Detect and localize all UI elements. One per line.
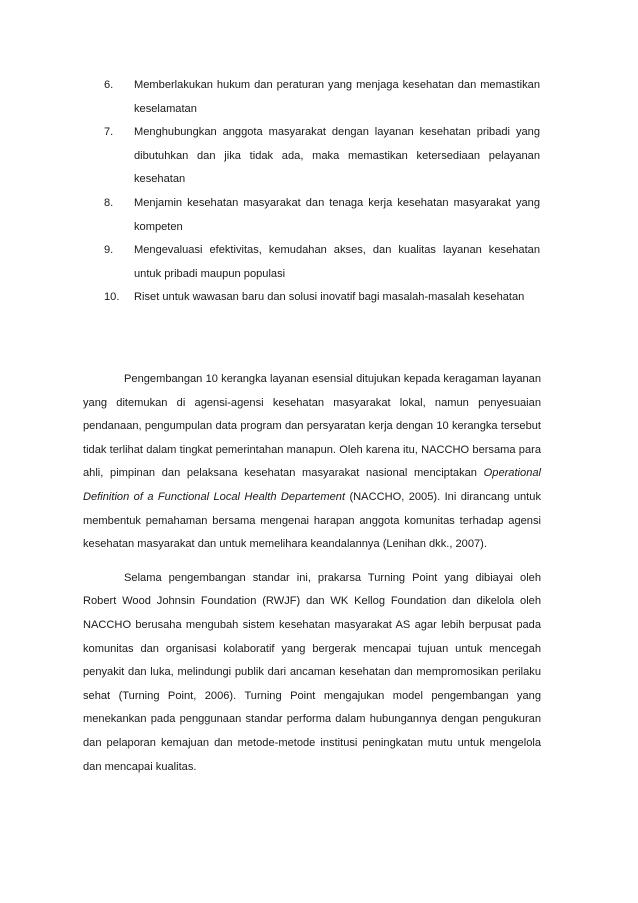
- list-item-text: Menjamin kesehatan masyarakat dan tenaga kerja kesehatan masyarakat yang kompeten: [134, 196, 540, 233]
- paragraph-text: (NACCHO, 2005). Ini dirancang untuk membentuk pemahaman bersama mengenai harapan anggota komunitas terhadap agensi kesehatan masyarakat dan untuk memelihara keandalannya (Lenihan dkk., 2007).: [83, 490, 541, 551]
- list-item-number: 6.: [104, 79, 114, 91]
- list-item-text: Memberlakukan hukum dan peraturan yang menjaga kesehatan dan memastikan keselamatan: [134, 79, 540, 115]
- list-item: [104, 121, 540, 192]
- list-item: [104, 74, 540, 121]
- list-item: [104, 192, 540, 239]
- paragraph-framework: [83, 368, 541, 557]
- list-item-number: 10.: [104, 291, 120, 304]
- paragraph-text: Pengembangan 10 kerangka layanan esensial ditujukan kepada keragaman layanan yang ditemukan di agensi-agensi kesehatan masyarakat lokal, namun penyesuaian pendanaan, pengumpulan data program dan persyaratan kerja dengan 10 kerangka tersebut tidak terlihat dalam tingkat pemerintahan manapun. Oleh karena itu, NACCHO bersama para ahli, pimpinan dan pelaksana kesehatan masyarakat nasional menciptakan: [83, 373, 541, 480]
- list-item-text: Riset untuk wawasan baru dan solusi inovatif bagi masalah-masalah kesehatan: [134, 291, 525, 304]
- italic-title: Operational Definition of a Functional Local Health Departement: [83, 467, 541, 503]
- list-item-text: Mengevaluasi efektivitas, kemudahan akses, dan kualitas layanan kesehatan untuk pribadi maupun populasi: [134, 244, 540, 280]
- list-item: [104, 286, 540, 310]
- list-item-text: Menghubungkan anggota masyarakat dengan layanan kesehatan pribadi yang dibutuhkan dan jika tidak ada, maka memastikan ketersediaan pelayanan kesehatan: [134, 126, 540, 186]
- paragraph-turning-point: Selama pengembangan standar ini, prakarsa Turning Point yang dibiayai oleh Robert Wood Johnsin Foundation (RWJF) dan WK Kellog Foundation dan dikelola oleh NACCHO berusaha mengubah sistem kesehatan masyarakat AS agar lebih berpusat pada komunitas dan organisasi kolaboratif yang bergerak mencapai tujuan untuk mencegah penyakit dan luka, melindungi publik dari ancaman kesehatan dan mempromosikan perilaku sehat (Turning Point, 2006). Turning Point mengajukan model pengembangan yang menekankan pada penggunaan standar performa dalam hubungannya dengan pengukuran dan pelaporan kemajuan dan metode-metode institusi peningkatan mutu untuk mengelola dan mencapai kualitas.: [83, 571, 541, 773]
- list-item: [104, 239, 540, 286]
- list-item-number: 7.: [104, 126, 114, 139]
- list-item-number: 9.: [104, 244, 114, 257]
- list-item-number: 8.: [104, 196, 114, 209]
- numbered-list: [0, 74, 638, 310]
- body-text: [83, 368, 541, 789]
